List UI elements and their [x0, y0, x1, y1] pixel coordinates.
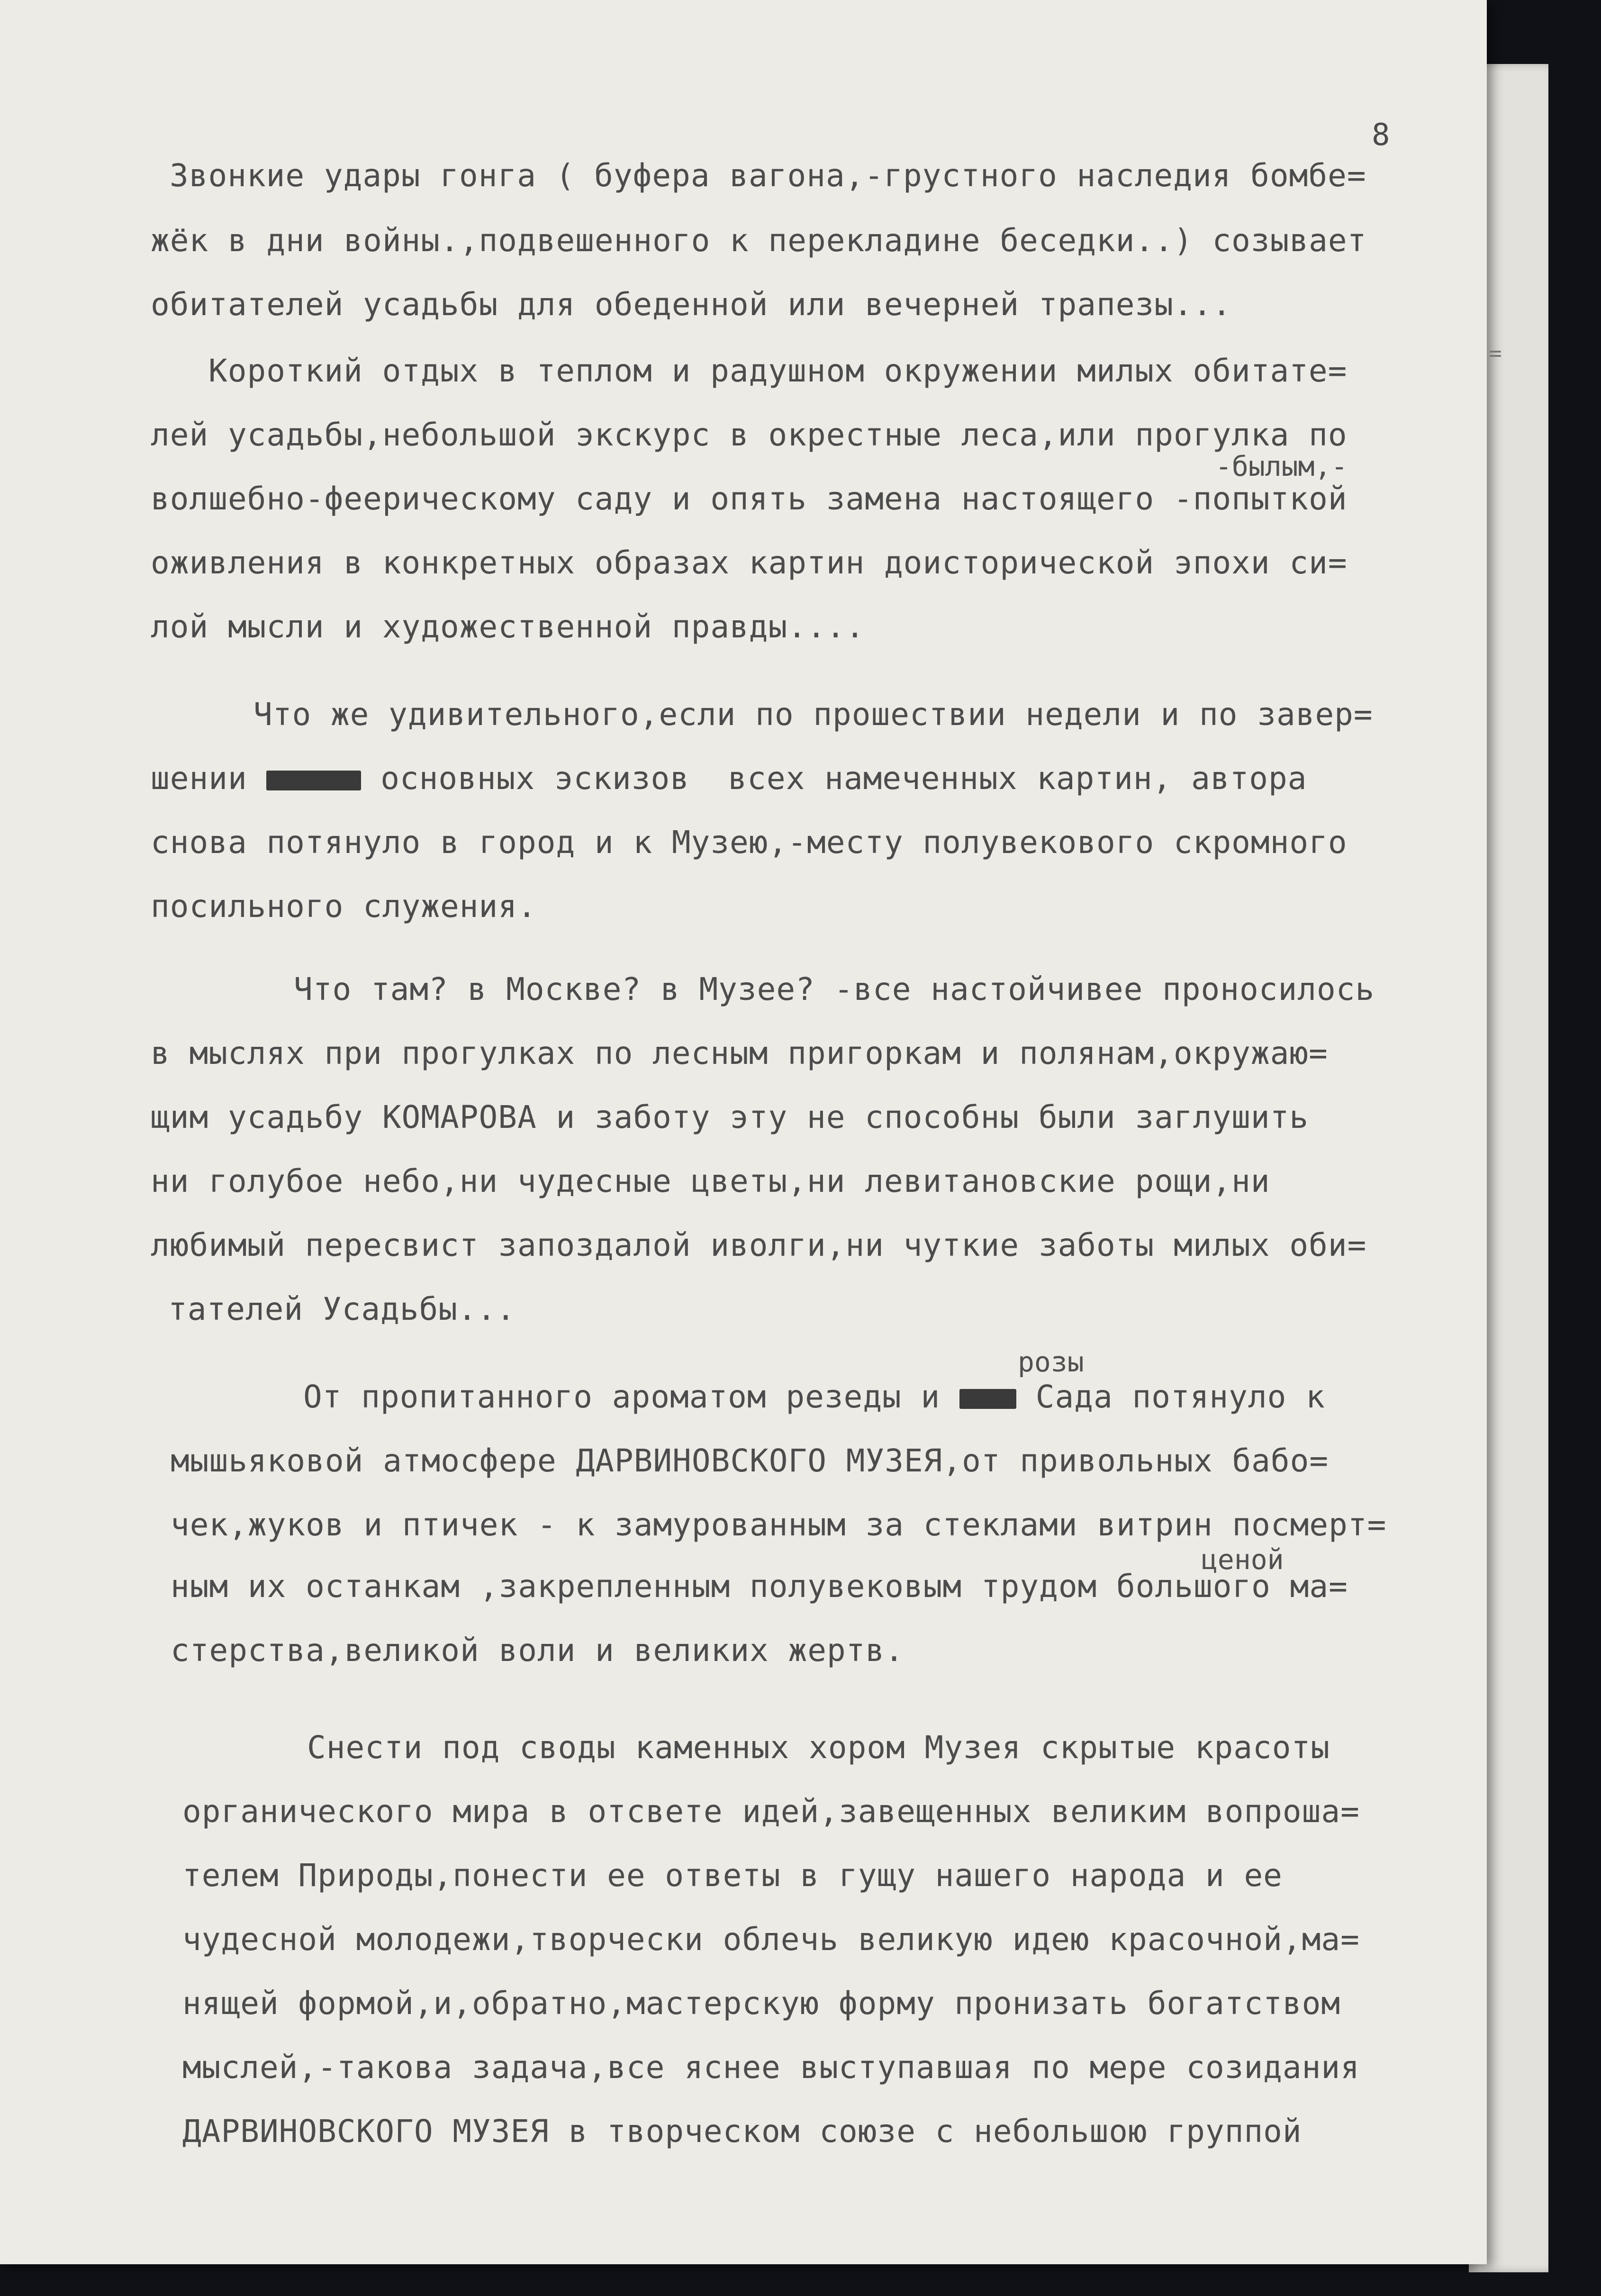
text-fragment: От пропитанного ароматом резеды и — [303, 1379, 941, 1415]
text-line: щим усадьбу КОМАРОВА и заботу эту не способны были заглушить — [151, 1099, 1309, 1135]
text-fragment: Сада потянуло к — [1035, 1379, 1325, 1415]
text-line: ни голубое небо,ни чудесные цветы,ни левитановские рощи,ни — [151, 1163, 1270, 1199]
text-line: тателей Усадьбы... — [168, 1291, 516, 1327]
text-line: ным их останкам ,закрепленным полувековым трудом большого ма= — [171, 1568, 1348, 1605]
text-line: мыслей,-такова задача,все яснее выступавшая по мере созидания — [182, 2049, 1360, 2086]
text-line — [151, 760, 1307, 797]
text-line: в мыслях при прогулках по лесным пригоркам и полянам,окружаю= — [151, 1035, 1328, 1071]
text-line: Что же удивительного,если по прошествии недели и по завер= — [253, 696, 1373, 733]
text-line: Снести под своды каменных хором Музея скрытые красоты — [307, 1729, 1330, 1766]
text-line: чудесной молодежи,творчески облечь великую идею красочной,ма= — [182, 1921, 1360, 1958]
text-line: лей усадьбы,небольшой экскурс в окрестные леса,или прогулка по — [151, 417, 1348, 453]
text-line: Звонкие удары гонга ( буфера вагона,-грустного наследия бомбе= — [170, 157, 1366, 194]
text-line: посильного служения. — [151, 888, 537, 925]
text-line: нящей формой,и,обратно,мастерскую форму пронизать богатством — [182, 1985, 1341, 2022]
text-line: чек,жуков и птичек - к замурованным за стеклами витрин посмерт= — [171, 1506, 1387, 1543]
text-line: телем Природы,понести ее ответы в гущу нашего народа и ее — [182, 1857, 1283, 1894]
text-fragment: шении — [151, 760, 247, 797]
text-line: оживления в конкретных образах картин доисторической эпохи си= — [151, 545, 1348, 581]
handwritten-insert: розы — [1018, 1346, 1084, 1378]
text-line: жёк в дни войны.,подвешенного к перекладине беседки..) созывает — [151, 222, 1367, 259]
text-line: лой мысли и художественной правды.... — [151, 608, 865, 645]
margin-mark: = — [1489, 340, 1502, 366]
text-line: органического мира в отсвете идей,завещенных великим вопроша= — [182, 1793, 1360, 1830]
text-line: Что там? в Москве? в Музее? -все настойчивее проносилось — [294, 971, 1375, 1007]
text-line: стерства,великой воли и великих жертв. — [171, 1632, 904, 1669]
text-line: снова потянуло в город и к Музею,-месту полувекового скромного — [151, 824, 1348, 861]
struck-out-word — [959, 1389, 1016, 1409]
text-line: любимый пересвист запоздалой иволги,ни чуткие заботы милых оби= — [151, 1227, 1367, 1263]
handwritten-insert: -былым,- — [1215, 450, 1348, 482]
page-number: 8 — [1372, 118, 1390, 153]
handwritten-insert: ценой — [1201, 1543, 1284, 1576]
text-line: мышьяковой атмосфере ДАРВИНОВСКОГО МУЗЕЯ,от привольных бабо= — [171, 1443, 1329, 1479]
text-line: обитателей усадьбы для обеденной или вечерней трапезы... — [151, 286, 1232, 323]
text-line: Короткий отдых в теплом и радушном окружении милых обитате= — [208, 353, 1348, 389]
text-line: волшебно-феерическому саду и опять замена настоящего -попыткой — [151, 481, 1348, 517]
struck-out-word — [266, 771, 361, 790]
text-fragment: основных эскизов всех намеченных картин, автора — [380, 760, 1307, 797]
text-line — [303, 1381, 1325, 1413]
text-line: ДАРВИНОВСКОГО МУЗЕЯ в творческом союзе с небольшою группой — [182, 2113, 1302, 2150]
